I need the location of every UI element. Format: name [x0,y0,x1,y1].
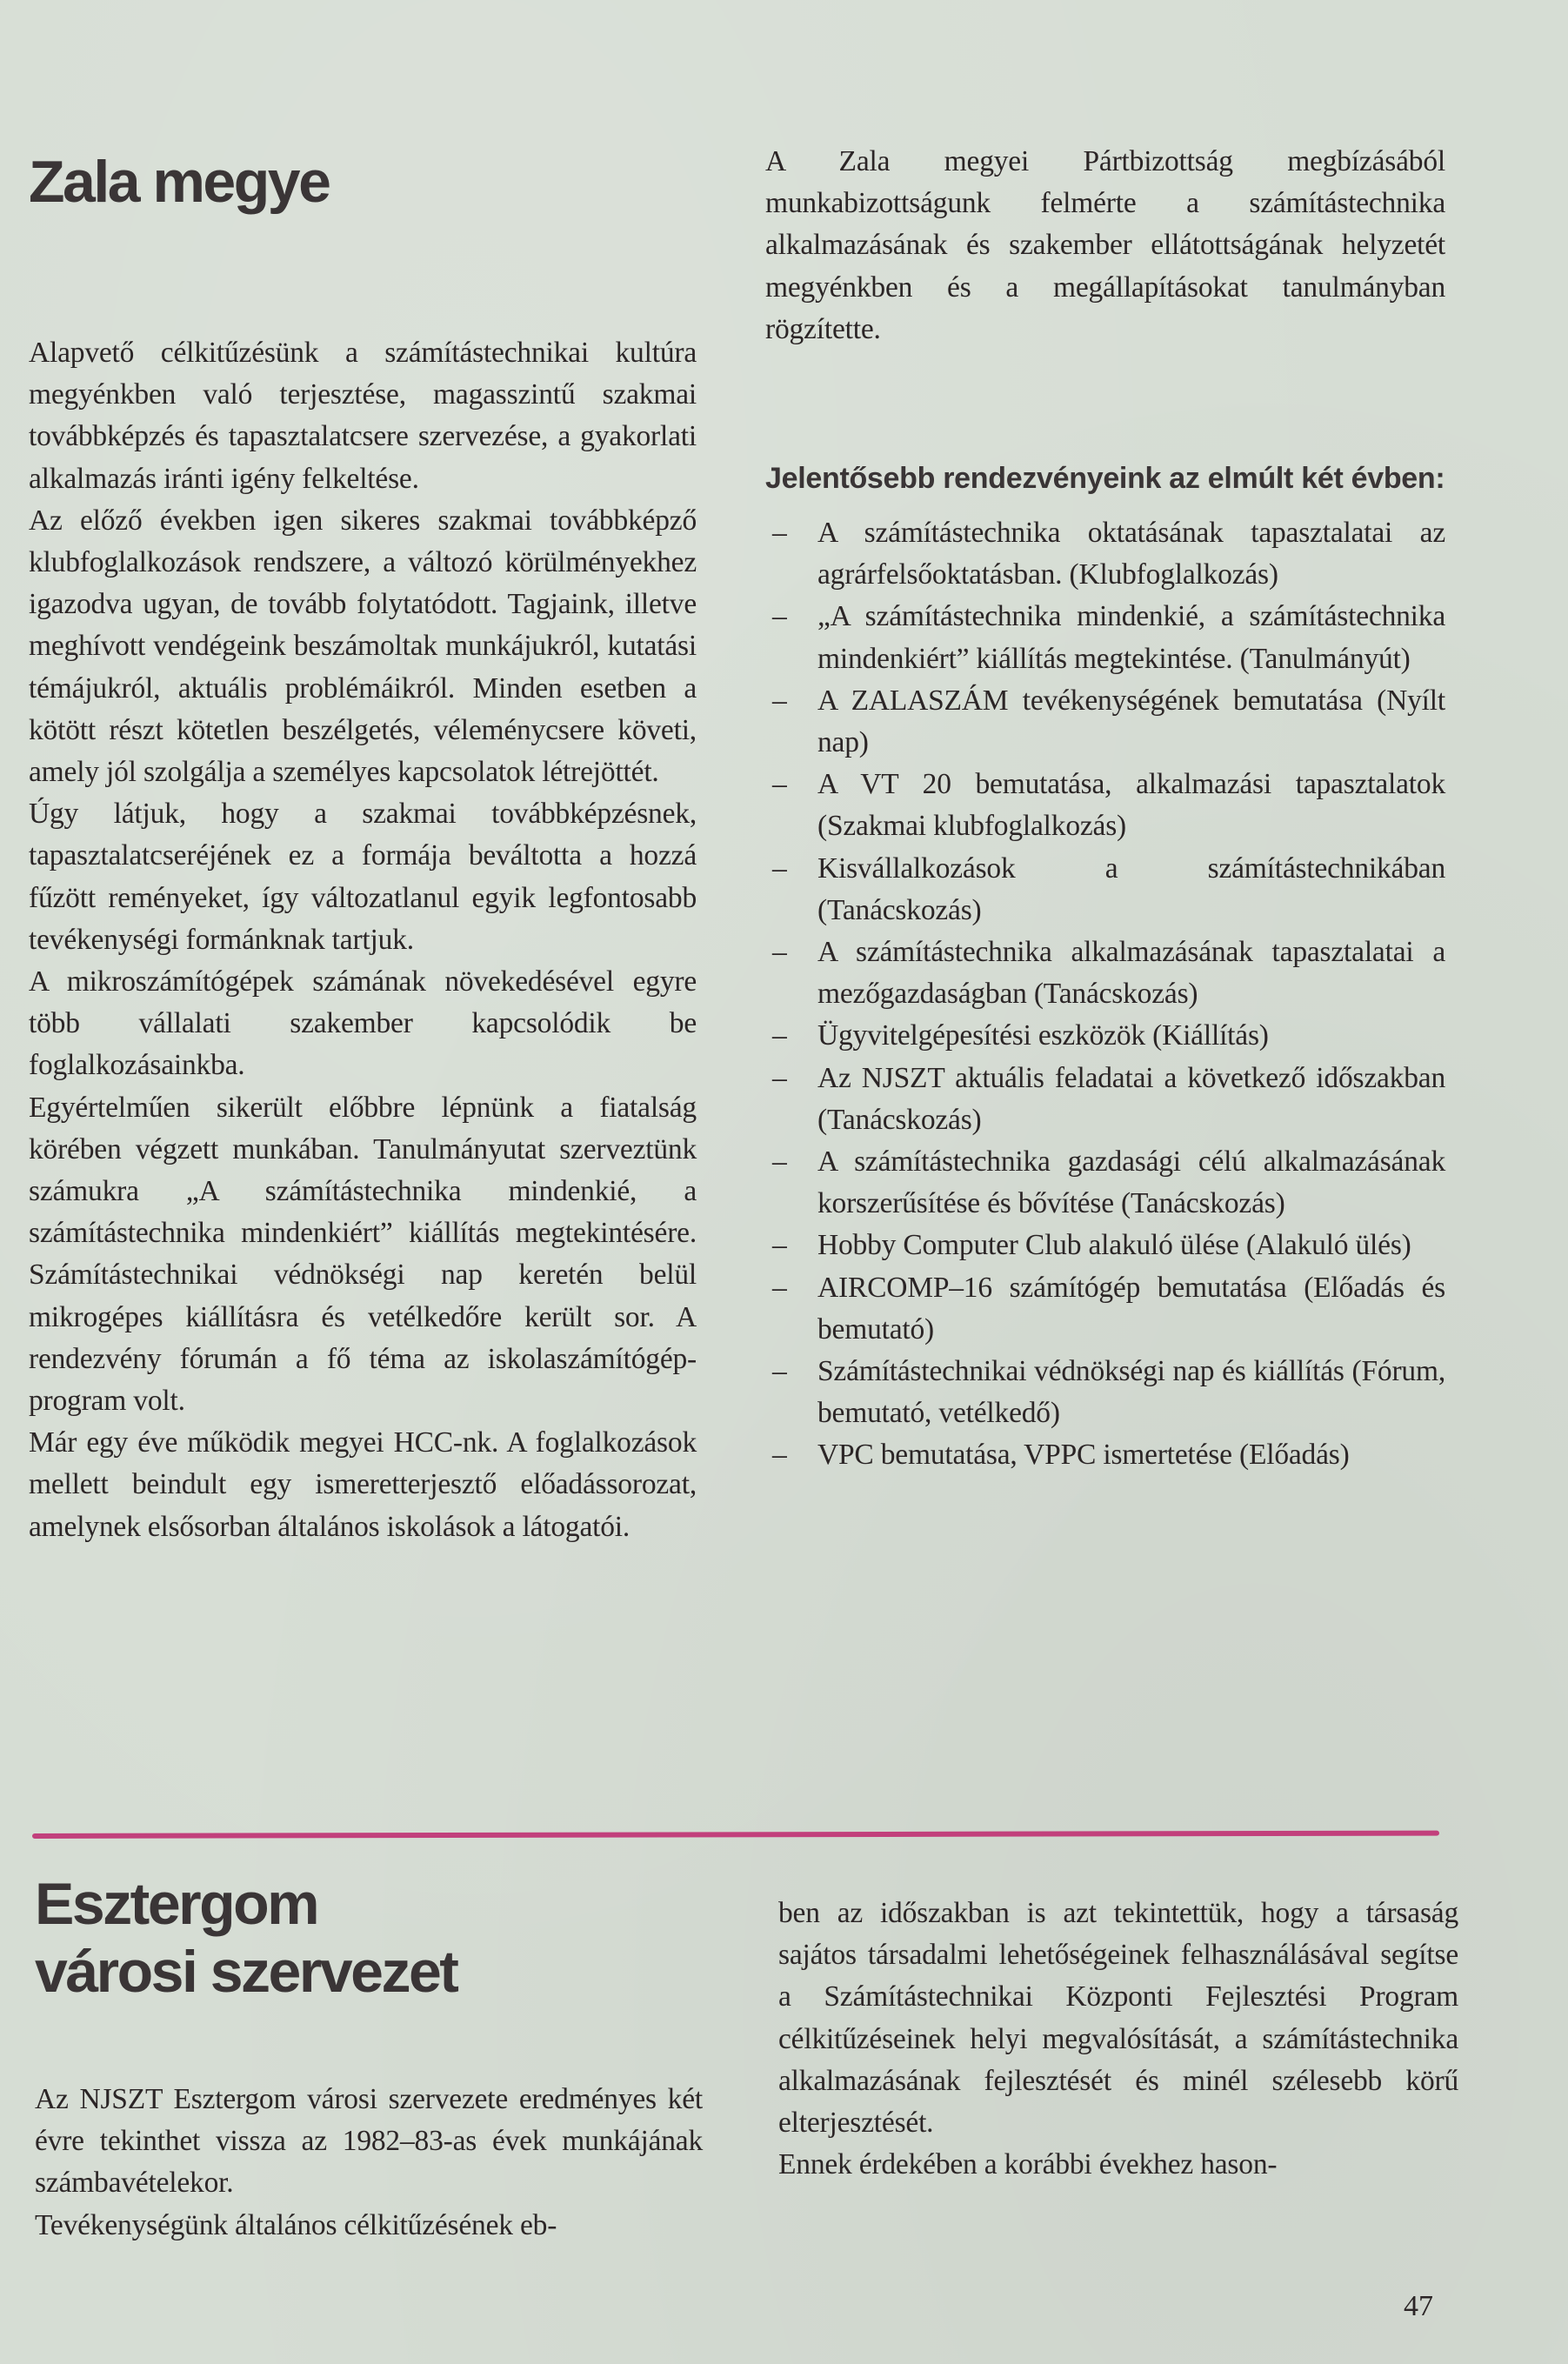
dash-bullet-icon: – [772,1439,787,1472]
esztergom-right-column [778,1893,1458,2186]
event-item [765,932,1445,1015]
esztergom-section-title [35,1870,703,2006]
esztergom-paragraph: ben az időszakban is azt tekintettük, hogy a társaság sajátos társadalmi lehetőségeinek felhasználásával segítse a Számítástechnikai Központi Fejlesztési Program célkitűzéseinek helyi megvalósítását, a számítástechnika alkalmazásának fejlesztését és minél szélesebb körű elterjesztését. [778,1897,1458,2140]
zala-paragraph: Már egy éve működik megyei HCC-nk. A foglalkozások mellett beindult egy ismeretterjesztő előadássorozat, amelynek elsősorban általános iskolások a látogatói. [29,1426,697,1543]
dash-bullet-icon: – [772,1145,787,1179]
esztergom-title-line1: Esztergom [35,1871,318,1937]
zala-left-column [29,130,697,1548]
event-text: A ZALASZÁM tevékenységének bemutatása (Nyílt nap) [817,684,1445,759]
event-text: VPC bemutatása, VPPC ismertetése (Előadás) [817,1439,1350,1472]
event-item [765,1434,1445,1476]
dash-bullet-icon: – [772,1019,787,1052]
event-item [765,1015,1445,1057]
event-item [765,1267,1445,1351]
dash-bullet-icon: – [772,1271,787,1304]
dash-bullet-icon: – [772,1061,787,1094]
zala-intro-paragraph: A Zala megyei Pártbizottság megbízásából munkabizottságunk felmérte a számítástechnika alkalmazásának és szakember ellátottságának helyzetét megyénkben és a megállapításokat tanulmányban rögzítette. [765,145,1445,345]
event-item [765,1141,1445,1225]
event-item [765,848,1445,932]
dash-bullet-icon: – [772,684,787,717]
page-number: 47 [1404,2290,1433,2322]
esztergom-paragraph: Ennek érdekében a korábbi évekhez hason- [778,2148,1278,2181]
event-text: Számítástechnikai védnökségi nap és kiállítás (Fórum, bemutató, vetélkedő) [817,1355,1445,1430]
event-item [765,596,1445,679]
esztergom-paragraph: Az NJSZT Esztergom városi szervezete eredményes két évre tekinthet vissza az 1982–83-as évek munkájának számbavételekor. [35,2083,703,2200]
event-text: Hobby Computer Club alakuló ülése (Alakuló ülés) [817,1229,1411,1262]
esztergom-title-line2: városi szervezet [35,1939,457,2005]
dash-bullet-icon: – [772,851,787,885]
dash-bullet-icon: – [772,936,787,969]
zala-intro [765,141,1445,351]
esztergom-left-column [35,1870,703,2247]
zala-section-title: Zala megye [29,149,330,215]
event-item [765,1351,1445,1434]
event-text: „A számítástechnika mindenkié, a számítástechnika mindenkiért” kiállítás megtekintése. (Tanulmányút) [817,600,1445,675]
event-text: A számítástechnika oktatásának tapasztalatai az agrárfelsőoktatásban. (Klubfoglalkozás) [817,517,1445,591]
event-text: AIRCOMP–16 számítógép bemutatása (Előadás és bemutató) [817,1271,1445,1346]
esztergom-left-body [35,2079,703,2247]
event-text: A számítástechnika alkalmazásának tapasztalatai a mezőgazdaságban (Tanácskozás) [817,936,1445,1011]
event-text: Kisvállalkozások a számítástechnikában (Tanácskozás) [817,851,1445,926]
dash-bullet-icon: – [772,517,787,550]
event-item [765,1058,1445,1141]
events-list [765,512,1445,1477]
zala-paragraph: Alapvető célkitűzésünk a számítástechnikai kultúra megyénkben való terjesztése, magasszintű szakmai továbbképzés és tapasztalatcsere szervezése, a gyakorlati alkalmazás iránti igény felkeltése. [29,337,697,495]
event-item [765,764,1445,847]
event-item [765,512,1445,596]
events-heading: Jelentősebb rendezvényeink az elmúlt két évben: [765,462,1445,496]
zala-right-column [765,130,1445,1477]
event-text: A számítástechnika gazdasági célú alkalmazásának korszerűsítése és bővítése (Tanácskozás) [817,1145,1445,1220]
dash-bullet-icon: – [772,600,787,633]
event-text: A VT 20 bemutatása, alkalmazási tapasztalatok (Szakmai klubfoglalkozás) [817,768,1445,843]
section-divider-rule [32,1831,1439,1839]
zala-paragraph: A mikroszámítógépek számának növekedésével egyre több vállalati szakember kapcsolódik be foglalkozásainkba. [29,965,697,1082]
zala-paragraph: Egyértelműen sikerült előbbre lépnünk a fiatalság körében végzett munkában. Tanulmányutat szerveztünk számukra „A számítástechnika mindenkié, a számítástechnika mindenkiért” kiállítás megtekintésére. Számítástechnikai védnökségi nap keretén belül mikrogépes kiállításra és vetélkedőre került sor. A rendezvény fórumán a fő téma az iskolaszámítógép-program volt. [29,1091,697,1418]
esztergom-right-body [778,1893,1458,2186]
event-item [765,1225,1445,1266]
zala-body [29,332,697,1548]
dash-bullet-icon: – [772,768,787,801]
zala-paragraph: Úgy látjuk, hogy a szakmai továbbképzésnek, tapasztalatcseréjének ez a formája beváltotta a hozzá fűzött reményeket, így változatlanul egyik legfontosabb tevékenységi formánknak tartjuk. [29,798,697,956]
event-text: Az NJSZT aktuális feladatai a következő időszakban (Tanácskozás) [817,1061,1445,1136]
zala-paragraph: Az előző években igen sikeres szakmai továbbképző klubfoglalkozások rendszere, a változó körülményekhez igazodva ugyan, de tovább folytatódott. Tagjaink, illetve meghívott vendégeink beszámoltak munkájukról, kutatási témájukról, aktuális problémáikról. Minden esetben a kötött részt kötetlen beszélgetés, véleménycsere követi, amely jól szolgálja a személyes kapcsolatok létrejöttét. [29,504,697,789]
esztergom-paragraph: Tevékenységünk általános célkitűzésének eb- [35,2208,557,2241]
event-text: Ügyvitelgépesítési eszközök (Kiállítás) [817,1019,1269,1052]
dash-bullet-icon: – [772,1229,787,1262]
dash-bullet-icon: – [772,1355,787,1388]
event-item [765,680,1445,764]
